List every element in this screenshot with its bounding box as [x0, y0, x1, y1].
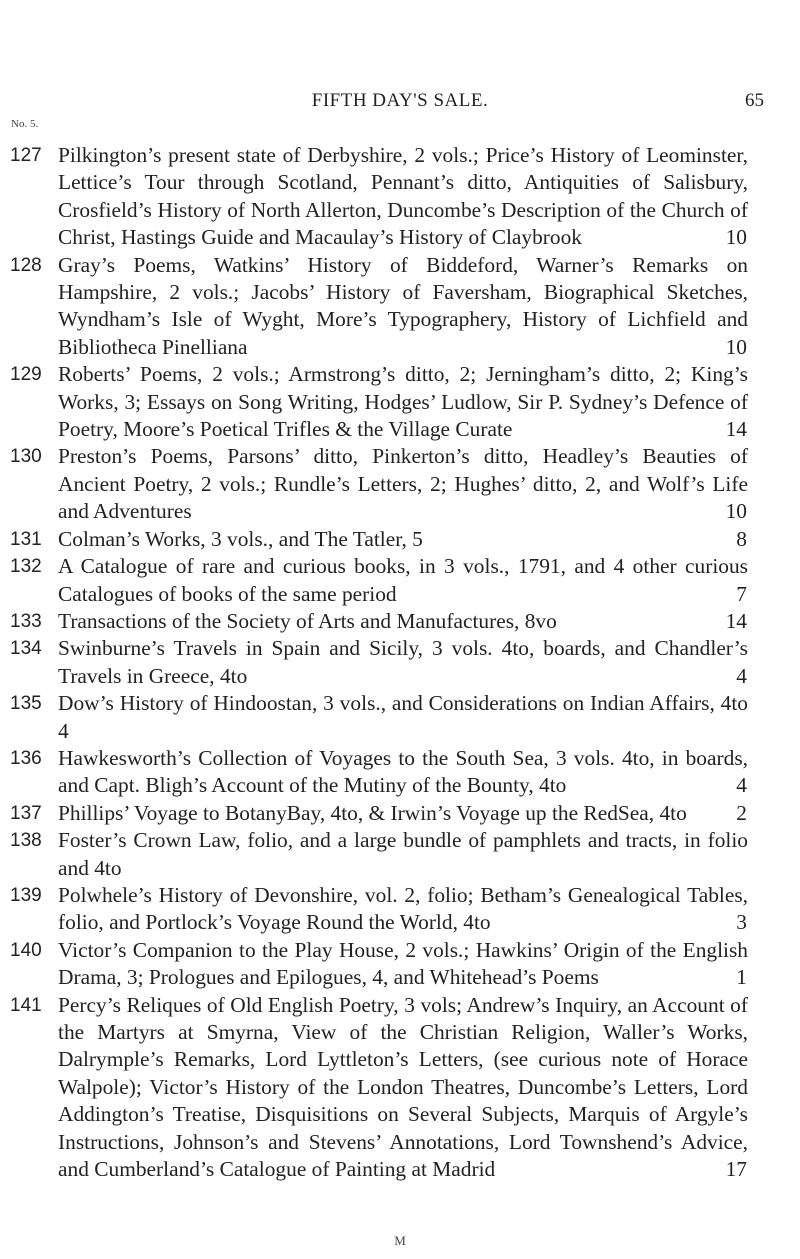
- catalogue-entries: [0, 142, 800, 1183]
- lot-number: 133: [10, 610, 42, 632]
- catalogue-entry: [0, 745, 800, 800]
- lot-description: [58, 992, 748, 1184]
- catalogue-entry: [0, 361, 800, 443]
- page-number: 65: [745, 90, 764, 111]
- printer-signature-mark: M: [394, 1233, 406, 1248]
- lot-description: [58, 252, 748, 362]
- lot-price: 10: [725, 499, 747, 524]
- lot-price: 4: [58, 718, 69, 743]
- lot-number: 127: [10, 145, 42, 166]
- lot-number: 131: [10, 528, 42, 550]
- lot-description: [58, 882, 748, 937]
- catalogue-entry: [0, 800, 800, 827]
- running-title: FIFTH DAY'S SALE.: [311, 90, 489, 111]
- lot-description-text: Preston’s Poems, Parsons’ ditto, Pinkerton’s ditto, Headley’s Beauties of Ancient Poetry, 2 vols.; Rundle’s Letters, 2; Hughes’ ditto, 2, and Wolf’s Life and Adventures: [58, 444, 748, 524]
- lot-price: 8: [736, 526, 747, 551]
- lot-price: 3: [736, 910, 747, 935]
- lot-price: 10: [725, 225, 747, 250]
- lot-description-text: Colman’s Works, 3 vols., and The Tatler, 5: [58, 526, 423, 551]
- lot-price: 17: [725, 1157, 747, 1182]
- page-header: [0, 90, 800, 114]
- lot-price: 4: [736, 773, 747, 798]
- lot-number: 132: [10, 556, 42, 578]
- lot-description: [58, 690, 748, 745]
- lot-number: 130: [10, 446, 42, 468]
- lot-description-text: A Catalogue of rare and curious books, in 3 vols., 1791, and 4 other curious Catalogues of books of the same period: [58, 554, 748, 606]
- lot-description-text: Gray’s Poems, Watkins’ History of Biddeford, Warner’s Remarks on Hampshire, 2 vols.; Jacobs’ History of Faversham, Biographical Sketches, Wyndham’s Isle of Wyght, More’s Typographery, History of Lichfield and Bibliotheca Pinelliana: [58, 252, 748, 359]
- lot-number-column-label: No. 5.: [11, 118, 39, 130]
- lot-price: 1: [736, 965, 747, 990]
- catalogue-entry: [0, 827, 800, 882]
- lot-price: 14: [725, 417, 747, 442]
- lot-description: [58, 553, 748, 608]
- lot-number: 128: [10, 254, 42, 276]
- lot-price: 7: [736, 581, 747, 606]
- lot-number: 141: [10, 994, 42, 1016]
- lot-description: [58, 745, 748, 800]
- lot-description-text: Pilkington’s present state of Derbyshire, 2 vols.; Price’s History of Leominster, Lettice’s Tour through Scotland, Pennant’s ditto, Antiquities of Salisbury, Crosfield’s History of North Allerton, Duncombe’s Description of the Church of Christ, Hastings Guide and Macaulay’s History of Claybrook: [58, 143, 748, 250]
- lot-description-text: Swinburne’s Travels in Spain and Sicily, 3 vols. 4to, boards, and Chandler’s Travels in Greece, 4to: [58, 636, 748, 688]
- catalogue-entry: [0, 252, 800, 362]
- lot-description-text: Victor’s Companion to the Play House, 2 vols.; Hawkins’ Origin of the English Drama, 3; Prologues and Epilogues, 4, and Whitehead’s Poems: [58, 937, 748, 990]
- lot-number: 136: [10, 747, 42, 769]
- lot-description: [58, 800, 748, 827]
- catalogue-entry: [0, 937, 800, 992]
- catalogue-entry: [0, 882, 800, 937]
- catalogue-entry: [0, 690, 800, 745]
- lot-description-text: Foster’s Crown Law, folio, and a large bundle of pamphlets and tracts, in folio and 4to: [58, 828, 748, 880]
- catalogue-entry: [0, 608, 800, 635]
- lot-description: [58, 937, 748, 992]
- lot-description-text: Hawkesworth’s Collection of Voyages to the South Sea, 3 vols. 4to, in boards, and Capt. Bligh’s Account of the Mutiny of the Bounty, 4to: [58, 745, 748, 798]
- lot-price: 2: [736, 800, 747, 825]
- lot-description-text: Transactions of the Society of Arts and Manufactures, 8vo: [58, 608, 557, 633]
- catalogue-entry: [0, 142, 800, 252]
- lot-description: [58, 361, 748, 443]
- lot-description: [58, 608, 748, 635]
- lot-description: [58, 142, 748, 252]
- lot-number: 138: [10, 830, 42, 852]
- lot-description: [58, 443, 748, 525]
- lot-price: 4: [736, 663, 747, 688]
- lot-number: 137: [10, 802, 42, 824]
- lot-description: [58, 526, 748, 553]
- lot-description-text: Percy’s Reliques of Old English Poetry, 3 vols; Andrew’s Inquiry, an Account of the Martyrs at Smyrna, View of the Christian Religion, Waller’s Works, Dalrymple’s Remarks, Lord Lyttleton’s Letters, (see curious note of Horace Walpole); Victor’s History of the London Theatres, Duncombe’s Letters, Lord Addington’s Treatise, Disquisitions on Several Subjects, Marquis of Argyle’s Instructions, Johnson’s and Stevens’ Annotations, Lord Townshend’s Advice, and Cumberland’s Catalogue of Painting at Madrid: [58, 992, 748, 1182]
- lot-price: 10: [725, 334, 747, 359]
- lot-number: 139: [10, 884, 42, 906]
- lot-description-text: Polwhele’s History of Devonshire, vol. 2, folio; Betham’s Genealogical Tables, folio, and Portlock’s Voyage Round the World, 4to: [58, 882, 748, 935]
- catalogue-entry: [0, 443, 800, 525]
- lot-number: 134: [10, 638, 42, 660]
- catalogue-entry: [0, 553, 800, 608]
- catalogue-entry: [0, 992, 800, 1184]
- lot-number: 135: [10, 693, 42, 715]
- lot-description: [58, 635, 748, 690]
- lot-price: 14: [725, 608, 747, 633]
- lot-number: 140: [10, 939, 42, 961]
- lot-description-text: Phillips’ Voyage to BotanyBay, 4to, & Irwin’s Voyage up the RedSea, 4to: [58, 800, 687, 825]
- catalogue-entry: [0, 635, 800, 690]
- lot-description-text: Dow’s History of Hindoostan, 3 vols., and Considerations on Indian Affairs, 4to: [58, 691, 748, 716]
- lot-description-text: Roberts’ Poems, 2 vols.; Armstrong’s ditto, 2; Jerningham’s ditto, 2; King’s Works, 3; Essays on Song Writing, Hodges’ Ludlow, Sir P. Sydney’s Defence of Poetry, Moore’s Poetical Trifles & the Village Curate: [58, 362, 748, 442]
- catalogue-entry: [0, 526, 800, 553]
- lot-number: 129: [10, 364, 42, 386]
- lot-description: [58, 827, 748, 882]
